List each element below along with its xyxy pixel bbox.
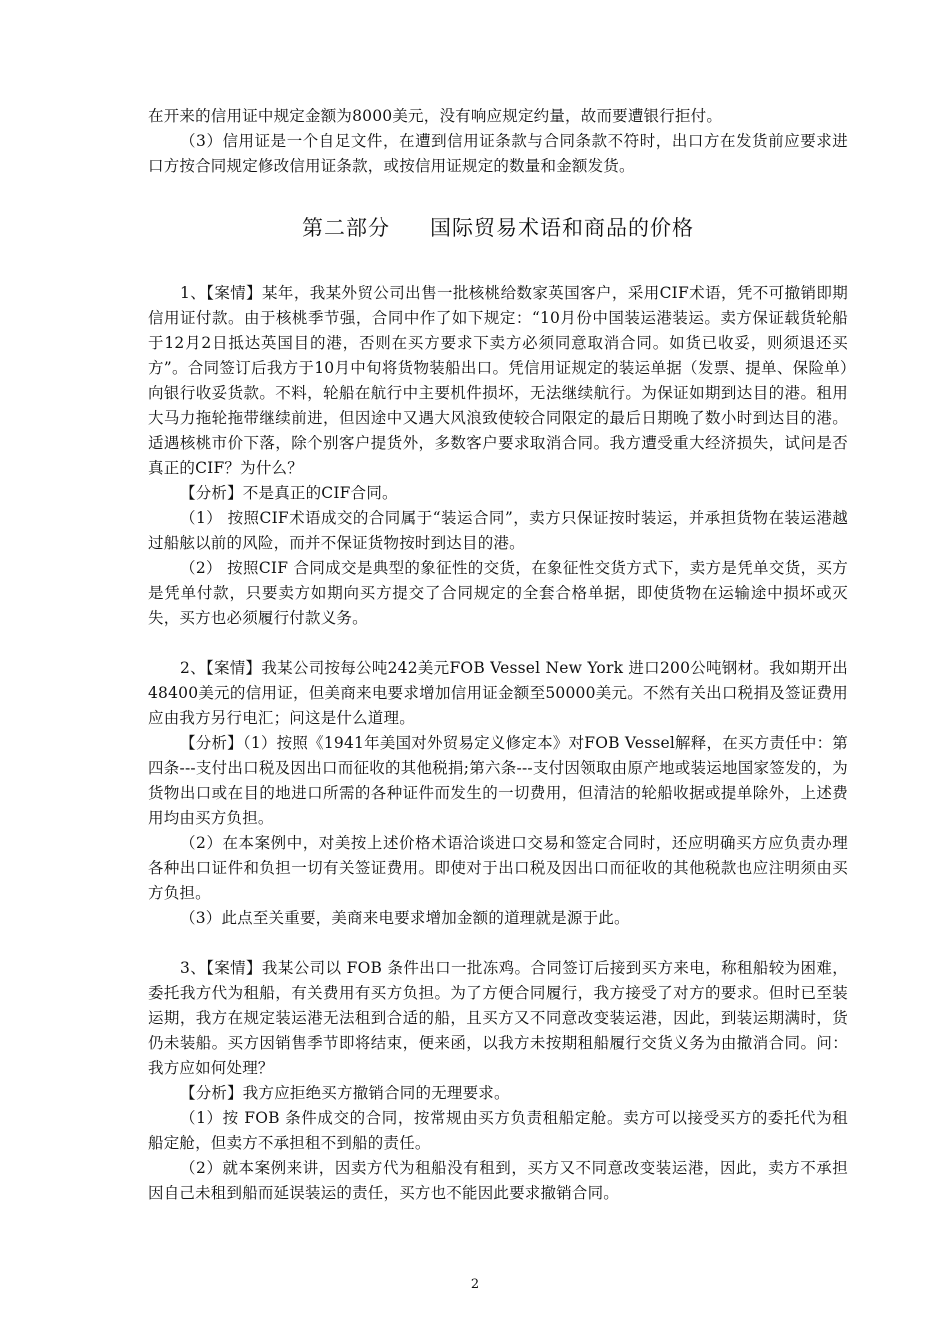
paragraph-spacer [148,931,848,956]
section-heading-title: 国际贸易术语和商品的价格 [430,216,694,240]
case-1-analysis: 【分析】不是真正的CIF合同。 [180,484,398,502]
intro-point-3: （3）信用证是一个自足文件，在遭到信用证条款与合同条款不符时，出口方在发货前应要求进口方按合同规定修改信用证条款，或按信用证规定的数量和金额发货。 [148,132,848,175]
section-heading-part: 第二部分 [302,216,390,240]
case-3-point-2: （2）就本案例来讲，因卖方代为租船没有租到，买方又不同意改变装运港，因此，卖方不承担因自己未租到船而延误装运的责任，买方也不能因此要求撤销合同。 [148,1159,848,1202]
case-1-description: 1、【案情】某年，我某外贸公司出售一批核桃给数家英国客户，采用CIF术语，凭不可撤销即期信用证付款。由于核桃季节强，合同中作了如下规定：“10月份中国装运港装运。卖方保证载货轮船于12月2日抵达英国目的港，否则在买方要求下卖方必须同意取消合同。如货已收妥，则须退还买方”。合同签订后我方于10月中旬将货物装船出口。凭信用证规定的装运单据（发票、提单、保险单）向银行收妥货款。不料，轮船在航行中主要机件损坏，无法继续航行。为保证如期到达目的港。租用大马力拖轮拖带继续前进，但因途中又遇大风浪致使较合同限定的最后日期晚了数小时到达目的港。适遇核桃市价下落，除个别客户提货外，多数客户要求取消合同。我方遭受重大经济损失，试问是否真正的CIF？为什么？ [148,284,848,477]
case-1-point-2: （2） 按照CIF 合同成交是典型的象征性的交货，在象征性交货方式下，卖方是凭单交货，买方是凭单付款，只要卖方如期向买方提交了合同规定的全套合格单据，即使货物在运输途中损坏或灭失，买方也必须履行付款义务。 [148,559,848,627]
case-1-point-1: （1） 按照CIF术语成交的合同属于“装运合同”，卖方只保证按时装运，并承担货物在装运港越过船舷以前的风险，而并不保证货物按时到达目的港。 [148,509,848,552]
case-3-analysis: 【分析】我方应拒绝买方撤销合同的无理要求。 [180,1084,510,1102]
page-number: 2 [470,1277,480,1292]
case-2-analysis: 【分析】（1）按照《1941年美国对外贸易定义修定本》对FOB Vessel解释，在买方责任中：第四条---支付出口税及因出口而征收的其他税捐;第六条---支付因领取由原产地或装运地国家签发的，为货物出口或在目的地进口所需的各种证件而发生的一切费用，但清洁的轮船收据或提单除外，上述费用均由买方负担。 [148,734,848,827]
intro-line: 在开来的信用证中规定金额为8000美元，没有响应规定约量，故而要遭银行拒付。 [148,107,723,125]
paragraph-spacer [148,631,848,656]
case-2-description: 2、【案情】我某公司按每公吨242美元FOB Vessel New York 进口200公吨钢材。我如期开出48400美元的信用证，但美商来电要求增加信用证金额至50000美元。不然有关出口税捐及签证费用应由我方另行电汇；问这是什么道理。 [148,659,848,727]
main-text-block [148,281,848,1206]
section-heading [148,212,848,244]
case-2-point-3: （3）此点至关重要，美商来电要求增加金额的道理就是源于此。 [180,909,630,927]
top-text-block [148,104,848,179]
case-3-description: 3、【案情】我某公司以 FOB 条件出口一批冻鸡。合同签订后接到买方来电，称租船较为困难，委托我方代为租船，有关费用有买方负担。为了方便合同履行，我方接受了对方的要求。但时已至装运期，我方在规定装运港无法租到合适的船，且买方又不同意改变装运港，因此，到装运期满时，货仍未装船。买方因销售季节即将结束，便来函，以我方未按期租船履行交货义务为由撤消合同。问：我方应如何处理？ [148,959,848,1077]
case-3-point-1: （1）按 FOB 条件成交的合同，按常规由买方负责租船定舱。卖方可以接受买方的委托代为租船定舱，但卖方不承担租不到船的责任。 [148,1109,848,1152]
case-2-point-2: （2）在本案例中，对美按上述价格术语洽谈进口交易和签定合同时，还应明确买方应负责办理各种出口证件和负担一切有关签证费用。即使对于出口税及因出口而征收的其他税款也应注明须由买方负担。 [148,834,848,902]
